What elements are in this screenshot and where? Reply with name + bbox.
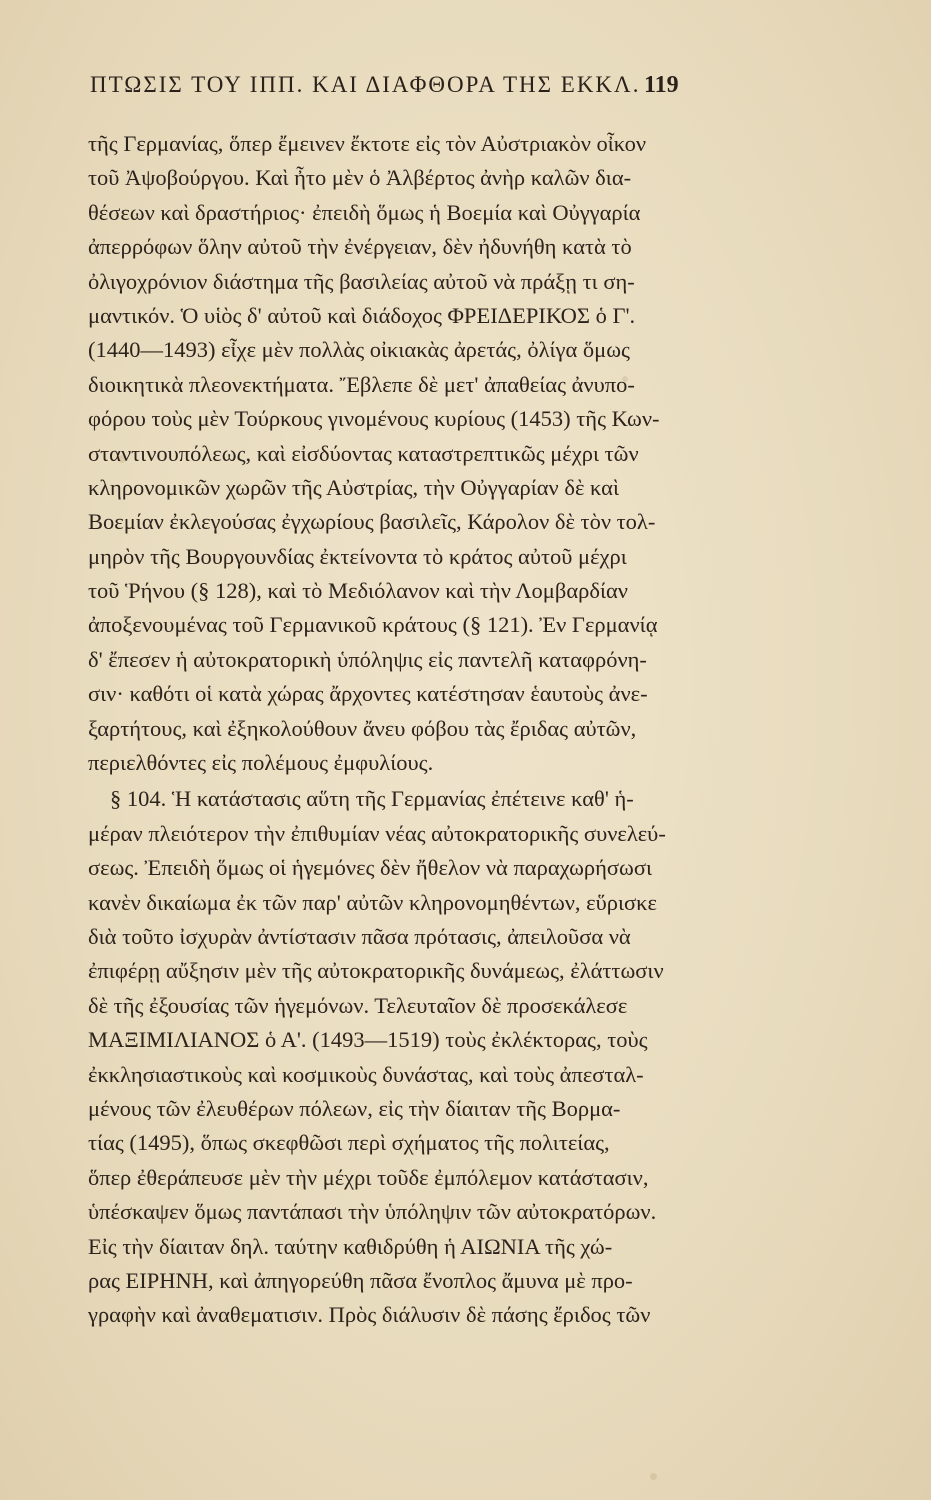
text-line: περιελθόντες εἰς πολέμους ἐμφυλίους. <box>88 750 434 776</box>
text-line: γραφὴν καὶ ἀναθεματισιν. Πρὸς διάλυσιν δὲ πάσης ἔριδος τῶν <box>88 1302 651 1328</box>
text-line: ὅπερ ἐθεράπευσε μὲν τὴν μέχρι τοῦδε ἐμπόλεμον κατάστασιν, <box>88 1164 649 1190</box>
text-line: (1440—1493) εἶχε μὲν πολλὰς οἰκιακὰς ἀρετάς, ὀλίγα ὅμως <box>88 337 630 363</box>
text-line: τίας (1495), ὅπως σκεφθῶσι περὶ σχήματος τῆς πολιτείας, <box>88 1130 610 1156</box>
text-line: κανὲν δικαίωμα ἐκ τῶν παρ' αὐτῶν κληρονομηθέντων, εὕρισκε <box>88 889 657 915</box>
text-line: μαντικόν. Ὁ υἱὸς δ' αὐτοῦ καὶ διάδοχος ΦΡΕΙΔΕΡΙΚΟΣ ὁ Γ'. <box>88 302 636 328</box>
text-line: ἀποξενουμένας τοῦ Γερμανικοῦ κράτους (§ 121). Ἐν Γερμανίᾳ <box>88 612 658 638</box>
paper-stain <box>650 1473 657 1480</box>
text-line: δ' ἔπεσεν ἡ αὐτοκρατορικὴ ὑπόληψις εἰς παντελῆ καταφρόνη- <box>88 646 647 672</box>
text-line: διοικητικὰ πλεονεκτήματα. Ἔβλεπε δὲ μετ' ἀπαθείας ἀνυπο- <box>88 371 635 397</box>
text-line: ἐκκλησιαστικοὺς καὶ κοσμικοὺς δυνάστας, καὶ τοὺς ἀπεσταλ- <box>88 1061 644 1087</box>
text-line: δὲ τῆς ἐξουσίας τῶν ἡγεμόνων. Τελευταῖον δὲ προσεκάλεσε <box>88 992 628 1018</box>
text-line: τοῦ Ἀψοβούργου. Καὶ ἦτο μὲν ὁ Ἀλβέρτος ἀνὴρ καλῶν δια- <box>88 165 632 191</box>
text-line: μέραν πλειότερον τὴν ἐπιθυμίαν νέας αὐτοκρατορικῆς συνελεύ- <box>88 820 666 846</box>
text-line: σταντινουπόλεως, καὶ εἰσδύοντας καταστρεπτικῶς μέχρι τῶν <box>88 440 639 466</box>
text-line: τῆς Γερμανίας, ὅπερ ἔμεινεν ἔκτοτε εἰς τὸν Αὐστριακὸν οἶκον <box>88 131 647 156</box>
text-line: ἐπιφέρῃ αὔξησιν μὲν τῆς αὐτοκρατορικῆς δυνάμεως, ἐλάττωσιν <box>88 958 664 984</box>
text-line: ξαρτήτους, καὶ ἐξηκολούθουν ἄνευ φόβου τὰς ἔριδας αὐτῶν, <box>88 715 637 741</box>
section-start-line: § 104. Ἡ κατάστασις αὕτη τῆς Γερμανίας ἐπέτεινε καθ' ἡ- <box>110 786 634 812</box>
text-line: κληρονομικῶν χωρῶν τῆς Αὐστρίας, τὴν Οὐγγαρίαν δὲ καὶ <box>88 474 620 500</box>
text-line: διὰ τοῦτο ἰσχυρὰν ἀντίστασιν πᾶσα πρότασις, ἀπειλοῦσα νὰ <box>88 923 631 949</box>
text-line: ἀπερρόφων ὅλην αὐτοῦ τὴν ἐνέργειαν, δὲν ἠδυνήθη κατὰ τὸ <box>88 234 632 260</box>
text-line: ΜΑΞΙΜΙΛΙΑΝΟΣ ὁ Α'. (1493—1519) τοὺς ἐκλέκτορας, τοὺς <box>88 1027 648 1053</box>
text-line: σεως. Ἐπειδὴ ὅμως οἱ ἡγεμόνες δὲν ἤθελον νὰ παραχωρήσωσι <box>88 855 653 881</box>
text-line: μένους τῶν ἐλευθέρων πόλεων, εἰς τὴν δίαιταν τῆς Βορμα- <box>88 1095 621 1121</box>
text-line: φόρου τοὺς μὲν Τούρκους γινομένους κυρίους (1453) τῆς Κων- <box>88 406 660 432</box>
text-line: Βοεμίαν ἐκλεγούσας ἐγχωρίους βασιλεῖς, Κάρολον δὲ τὸν τολ- <box>88 509 656 535</box>
text-line: ὑπέσκαψεν ὅμως παντάπασι τὴν ὑπόληψιν τῶν αὐτοκρατόρων. <box>88 1199 657 1225</box>
page-number: 119 <box>644 72 679 98</box>
text-line: ρας ΕΙΡΗΝΗ, καὶ ἀπηγορεύθη πᾶσα ἔνοπλος ἄμυνα μὲ προ- <box>88 1267 633 1293</box>
text-line: θέσεων καὶ δραστήριος· ἐπειδὴ ὅμως ἡ Βοεμία καὶ Οὐγγαρία <box>88 199 641 225</box>
body-text <box>88 127 718 1333</box>
running-title: ΠΤΩΣΙΣ ΤΟΥ ΙΠΠ. ΚΑΙ ΔΙΑΦΘΟΡΑ ΤΗΣ ΕΚΚΛ. <box>90 72 641 97</box>
text-line: μηρὸν τῆς Βουργουνδίας ἐκτείνοντα τὸ κράτος αὐτοῦ μέχρι <box>88 543 627 569</box>
text-line: σιν· καθότι οἱ κατὰ χώρας ἄρχοντες κατέστησαν ἑαυτοὺς ἀνε- <box>88 681 648 707</box>
text-line: Εἰς τὴν δίαιταν δηλ. ταύτην καθιδρύθη ἡ ΑΙΩΝΙΑ τῆς χώ- <box>88 1233 613 1259</box>
text-line: ὀλιγοχρόνιον διάστημα τῆς βασιλείας αὐτοῦ νὰ πράξῃ τι ση- <box>88 268 635 294</box>
text-line: τοῦ Ῥήνου (§ 128), καὶ τὸ Μεδιόλανον καὶ τὴν Λομβαρδίαν <box>88 578 628 604</box>
